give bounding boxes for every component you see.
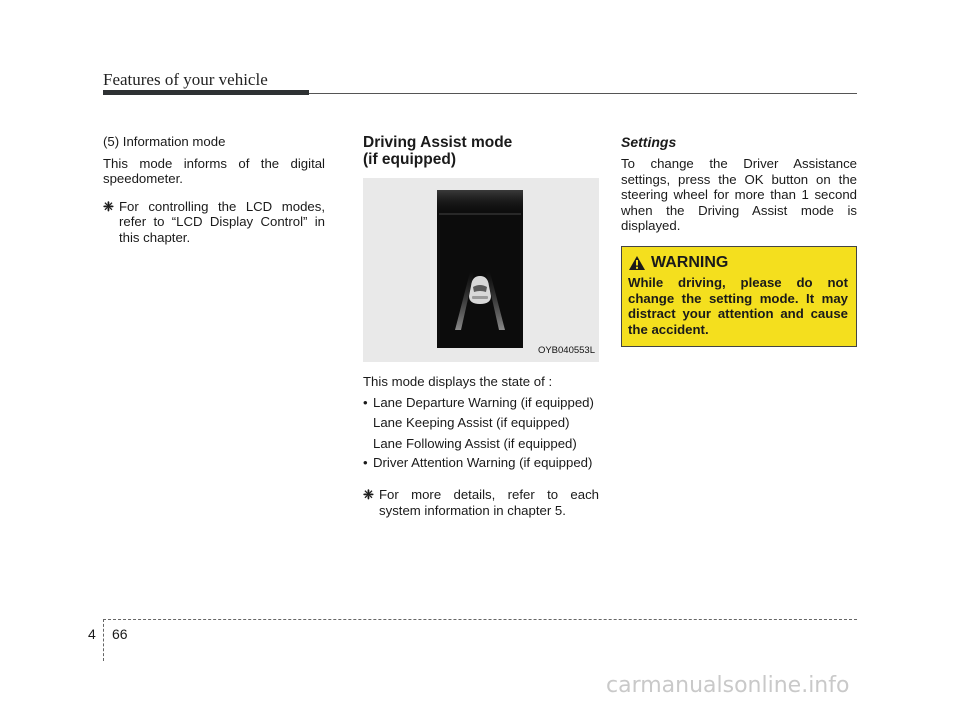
bullet-text: Lane Departure Warning (if equipped)	[373, 394, 594, 410]
lcd-note-text: For controlling the LCD modes, refer to “LCD Display Control” in this chapter.	[119, 198, 325, 245]
information-mode-body: This mode informs of the digital speedometer.	[103, 155, 325, 187]
information-mode-heading: (5) Information mode	[103, 134, 226, 149]
list-item: Lane Keeping Assist (if equipped)	[373, 415, 570, 431]
note-mark-icon: ❈	[363, 486, 375, 502]
footer-rule	[103, 619, 857, 620]
figure-code: OYB040553L	[537, 345, 595, 357]
driving-assist-title-line2: (if equipped)	[363, 151, 456, 168]
details-note	[363, 487, 599, 518]
bullet-icon: •	[363, 394, 368, 410]
details-note-text: For more details, refer to each system information in chapter 5.	[379, 486, 599, 518]
column-2	[363, 134, 599, 518]
list-item: Lane Following Assist (if equipped)	[373, 435, 577, 451]
warning-box	[621, 246, 857, 347]
bullet-text: Driver Attention Warning (if equipped)	[373, 455, 593, 471]
header-rule-thick	[103, 90, 309, 95]
settings-title: Settings	[621, 134, 677, 150]
driving-assist-figure	[363, 178, 599, 362]
page-number: 66	[112, 626, 128, 642]
warning-title: WARNING	[651, 254, 729, 272]
warning-triangle-icon	[628, 255, 646, 271]
driving-assist-title-line1: Driving Assist mode	[363, 134, 513, 151]
chapter-number: 4	[88, 626, 96, 642]
running-header: Features of your vehicle	[103, 70, 268, 89]
column-3	[621, 134, 857, 347]
list-item	[363, 395, 599, 411]
warning-text: While driving, please do not change the setting mode. It may distract your attention and cause the accident.	[628, 274, 848, 337]
note-mark-icon: ❈	[103, 198, 115, 214]
mode-intro: This mode displays the state of :	[363, 374, 553, 389]
lcd-note	[103, 199, 325, 246]
header-rule-thin	[309, 93, 857, 94]
list-item	[363, 455, 599, 471]
watermark: carmanualsonline.info	[606, 673, 850, 698]
column-1	[103, 134, 325, 246]
lane-car-icon	[437, 190, 523, 348]
bullet-icon: •	[363, 455, 368, 471]
footer-divider	[103, 619, 104, 661]
warning-header	[628, 255, 848, 271]
cluster-display	[437, 190, 523, 348]
settings-body: To change the Driver Assistance settings, press the OK button on the steering wheel for more than 1 second when the Driving Assist mode is displayed.	[621, 156, 857, 234]
